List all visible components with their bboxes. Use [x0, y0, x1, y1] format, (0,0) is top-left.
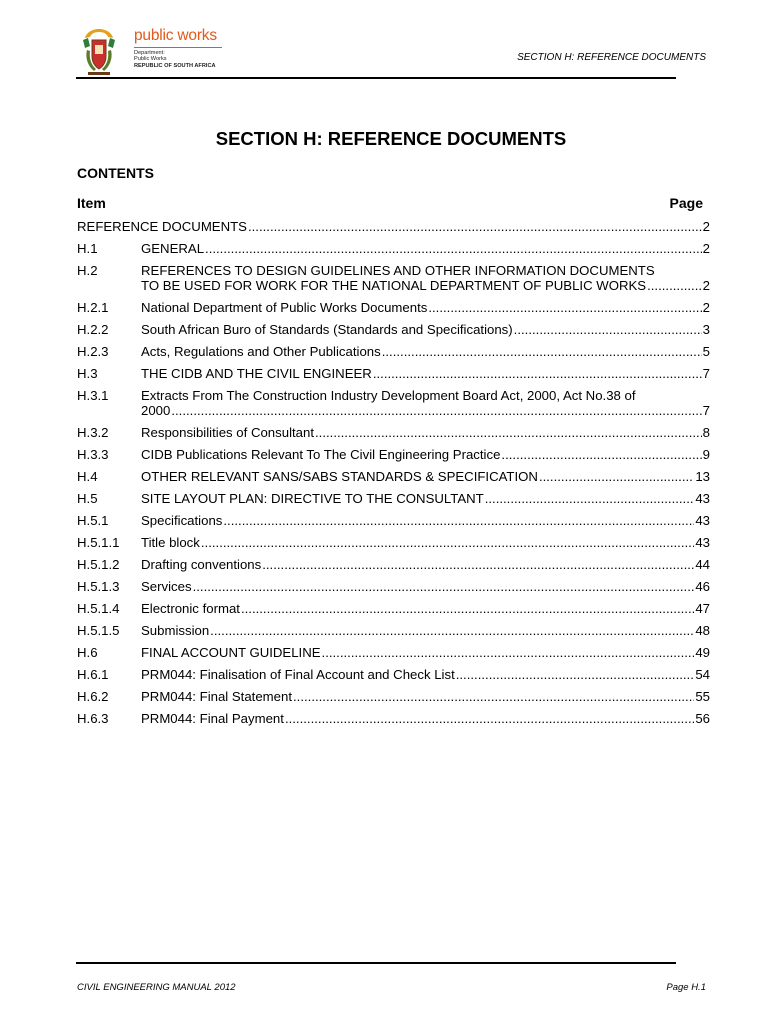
toc-dot-leader — [514, 322, 702, 337]
footer-manual-title: CIVIL ENGINEERING MANUAL 2012 — [77, 982, 236, 993]
toc-entry-title: Responsibilities of Consultant — [141, 425, 314, 440]
toc-entry-title: Drafting conventions — [141, 557, 262, 572]
toc-entry-page: 2 — [702, 300, 710, 315]
toc-entry-page: 43 — [695, 491, 710, 506]
toc-entry-body — [141, 579, 710, 594]
footer-rule — [76, 962, 676, 964]
toc-entry-title: 2000 — [141, 403, 171, 418]
toc-entry-number: H.3.2 — [77, 425, 109, 440]
toc-entry-line — [141, 667, 710, 682]
toc-entry-page: 3 — [702, 322, 710, 337]
header-section-label: SECTION H: REFERENCE DOCUMENTS — [517, 52, 706, 63]
toc-entry-title: PRM044: Finalisation of Final Account and Check List — [141, 667, 455, 682]
toc-entry[interactable] — [77, 366, 710, 381]
toc-entry-body — [141, 535, 710, 550]
toc-entry-number: H.5.1.1 — [77, 535, 120, 550]
toc-dot-leader — [501, 447, 701, 462]
toc-entry[interactable] — [77, 711, 710, 726]
toc-entry-number: H.2.3 — [77, 344, 109, 359]
toc-entry-number: H.2.2 — [77, 322, 109, 337]
toc-entry-number: H.5.1.3 — [77, 579, 120, 594]
toc-entry-body — [141, 447, 710, 462]
contents-heading: CONTENTS — [77, 165, 154, 181]
toc-entry-title: CIDB Publications Relevant To The Civil Engineering Practice — [141, 447, 501, 462]
toc-dot-leader — [322, 645, 695, 660]
toc-entry-body — [141, 689, 710, 704]
toc-entry-line — [141, 447, 710, 462]
toc-entry[interactable] — [77, 667, 710, 682]
page-column-header: Page — [669, 195, 703, 211]
toc-entry-line — [141, 278, 710, 293]
toc-entry-title: THE CIDB AND THE CIVIL ENGINEER — [141, 366, 372, 381]
toc-entry-line — [141, 344, 710, 359]
toc-entry[interactable] — [77, 623, 710, 638]
toc-entry-line — [141, 645, 710, 660]
toc-entry[interactable] — [77, 447, 710, 462]
toc-entry-number: H.2 — [77, 263, 98, 278]
toc-entry-number: H.6.2 — [77, 689, 109, 704]
toc-dot-leader — [285, 711, 694, 726]
toc-entry-body — [141, 645, 710, 660]
toc-dot-leader — [647, 278, 702, 293]
toc-entry-body — [141, 344, 710, 359]
toc-dot-leader — [428, 300, 701, 315]
toc-entry[interactable] — [77, 388, 710, 418]
toc-dot-leader — [485, 491, 695, 506]
toc-entry-page: 43 — [695, 513, 710, 528]
toc-entry-page: 13 — [695, 469, 710, 484]
toc-entry-body — [141, 623, 710, 638]
toc-entry[interactable] — [77, 513, 710, 528]
toc-entry-line — [141, 388, 710, 403]
toc-entry-line — [141, 241, 710, 256]
toc-entry-number: H.5.1.5 — [77, 623, 120, 638]
toc-entry-title: REFERENCE DOCUMENTS — [77, 219, 247, 234]
toc-entry-title: OTHER RELEVANT SANS/SABS STANDARDS & SPECIFICATION — [141, 469, 538, 484]
toc-entry[interactable] — [77, 300, 710, 315]
header-rule — [76, 77, 676, 79]
toc-entry-page: 9 — [702, 447, 710, 462]
toc-entry-line — [141, 601, 710, 616]
toc-entry-body — [141, 491, 710, 506]
toc-dot-leader — [293, 689, 694, 704]
toc-entry-title: Acts, Regulations and Other Publications — [141, 344, 381, 359]
toc-entry-title: Submission — [141, 623, 210, 638]
toc-dot-leader — [223, 513, 694, 528]
toc-dot-leader — [262, 557, 694, 572]
toc-entry-number: H.6 — [77, 645, 98, 660]
toc-dot-leader — [193, 579, 695, 594]
toc-entry-page: 2 — [702, 278, 710, 293]
toc-entry-body — [141, 300, 710, 315]
toc-dot-leader — [205, 241, 702, 256]
toc-entry[interactable] — [77, 469, 710, 484]
department-text — [134, 50, 216, 69]
toc-dot-leader — [373, 366, 702, 381]
toc-entry-page: 55 — [695, 689, 710, 704]
toc-entry[interactable] — [77, 579, 710, 594]
brand-divider — [134, 47, 222, 48]
toc-entry-line — [141, 403, 710, 418]
dept-country: REPUBLIC OF SOUTH AFRICA — [134, 62, 216, 69]
toc-entry-title: South African Buro of Standards (Standards and Specifications) — [141, 322, 513, 337]
toc-entry-number: H.2.1 — [77, 300, 109, 315]
toc-entry-body — [141, 667, 710, 682]
toc-dot-leader — [456, 667, 695, 682]
toc-entry-line — [141, 689, 710, 704]
toc-entry-number: H.3 — [77, 366, 98, 381]
toc-entry-line — [141, 322, 710, 337]
toc-entry[interactable] — [77, 263, 710, 293]
toc-dot-leader — [539, 469, 694, 484]
toc-entry-number: H.6.3 — [77, 711, 109, 726]
item-column-header: Item — [77, 195, 106, 211]
toc-dot-leader — [382, 344, 702, 359]
toc-entry-page: 47 — [695, 601, 710, 616]
toc-entry-page: 7 — [702, 366, 710, 381]
toc-entry-body — [141, 366, 710, 381]
toc-entry-page: 2 — [702, 241, 710, 256]
toc-entry-number: H.3.3 — [77, 447, 109, 462]
toc-entry[interactable] — [77, 645, 710, 660]
toc-entry[interactable] — [77, 535, 710, 550]
toc-entry-body — [141, 711, 710, 726]
table-of-contents — [77, 219, 710, 733]
toc-entry-title: FINAL ACCOUNT GUIDELINE — [141, 645, 321, 660]
toc-entry-line — [141, 711, 710, 726]
toc-entry[interactable] — [77, 219, 710, 234]
toc-entry-page: 8 — [702, 425, 710, 440]
toc-entry-body — [141, 388, 710, 418]
toc-entry-line — [141, 491, 710, 506]
toc-entry-body — [141, 241, 710, 256]
toc-entry-body — [141, 322, 710, 337]
toc-entry-line — [141, 513, 710, 528]
toc-entry-body — [77, 219, 710, 234]
toc-entry-number: H.6.1 — [77, 667, 109, 682]
toc-entry-page: 46 — [695, 579, 710, 594]
toc-entry-line — [141, 300, 710, 315]
toc-entry-body — [141, 557, 710, 572]
toc-entry-number: H.5.1.2 — [77, 557, 120, 572]
toc-entry-body — [141, 263, 710, 293]
toc-entry[interactable] — [77, 601, 710, 616]
toc-entry-title: TO BE USED FOR WORK FOR THE NATIONAL DEPARTMENT OF PUBLIC WORKS — [141, 278, 647, 293]
coat-of-arms-icon — [78, 26, 120, 78]
toc-entry-page: 48 — [695, 623, 710, 638]
toc-entry-line — [141, 366, 710, 381]
toc-entry-title: National Department of Public Works Documents — [141, 300, 428, 315]
toc-entry[interactable] — [77, 557, 710, 572]
toc-entry[interactable] — [77, 425, 710, 440]
dept-line-3 — [134, 63, 216, 69]
toc-entry-title: GENERAL — [141, 241, 205, 256]
dept-line-1: Department: — [134, 50, 165, 56]
toc-entry[interactable] — [77, 689, 710, 704]
toc-entry-line — [141, 425, 710, 440]
toc-entry-number: H.5.1 — [77, 513, 109, 528]
toc-entry-title: Services — [141, 579, 192, 594]
toc-dot-leader — [315, 425, 702, 440]
toc-entry-number: H.3.1 — [77, 388, 109, 403]
toc-entry-title: SITE LAYOUT PLAN: DIRECTIVE TO THE CONSULTANT — [141, 491, 484, 506]
toc-entry-number: H.4 — [77, 469, 98, 484]
toc-entry-line — [141, 579, 710, 594]
toc-entry-number: H.5 — [77, 491, 98, 506]
toc-entry-page: 43 — [695, 535, 710, 550]
toc-entry-title: PRM044: Final Payment — [141, 711, 284, 726]
toc-entry-line — [141, 263, 710, 278]
toc-entry-page: 56 — [695, 711, 710, 726]
toc-dot-leader — [171, 403, 701, 418]
toc-entry[interactable] — [77, 322, 710, 337]
toc-dot-leader — [201, 535, 694, 550]
toc-entry-title: Extracts From The Construction Industry Development Board Act, 2000, Act No.38 of — [141, 388, 636, 403]
toc-entry-title: Title block — [141, 535, 200, 550]
toc-entry-line — [141, 557, 710, 572]
toc-entry-title: Electronic format — [141, 601, 240, 616]
toc-entry-page: 2 — [702, 219, 710, 234]
footer-page-number: Page H.1 — [666, 982, 706, 993]
toc-dot-leader — [248, 219, 702, 234]
toc-entry-body — [141, 469, 710, 484]
toc-entry-page: 5 — [702, 344, 710, 359]
toc-dot-leader — [210, 623, 694, 638]
department-logo — [78, 26, 226, 78]
toc-entry-page: 49 — [695, 645, 710, 660]
toc-entry-title: PRM044: Final Statement — [141, 689, 292, 704]
brand-name: public works — [134, 27, 217, 44]
dept-line-2: Public Works — [134, 56, 167, 63]
toc-entry-title: REFERENCES TO DESIGN GUIDELINES AND OTHER INFORMATION DOCUMENTS — [141, 263, 655, 278]
toc-entry-line — [77, 219, 710, 234]
toc-entry-page: 44 — [695, 557, 710, 572]
toc-dot-leader — [241, 601, 694, 616]
toc-entry-page: 7 — [702, 403, 710, 418]
toc-entry-line — [141, 623, 710, 638]
toc-entry-number: H.5.1.4 — [77, 601, 120, 616]
page-title: SECTION H: REFERENCE DOCUMENTS — [215, 128, 567, 149]
toc-entry[interactable] — [77, 344, 710, 359]
toc-entry[interactable] — [77, 241, 710, 256]
toc-entry-line — [141, 535, 710, 550]
toc-entry-title: Specifications — [141, 513, 223, 528]
toc-entry[interactable] — [77, 491, 710, 506]
toc-entry-line — [141, 469, 710, 484]
toc-entry-body — [141, 601, 710, 616]
toc-entry-number: H.1 — [77, 241, 98, 256]
toc-entry-body — [141, 425, 710, 440]
toc-entry-page: 54 — [695, 667, 710, 682]
toc-entry-body — [141, 513, 710, 528]
